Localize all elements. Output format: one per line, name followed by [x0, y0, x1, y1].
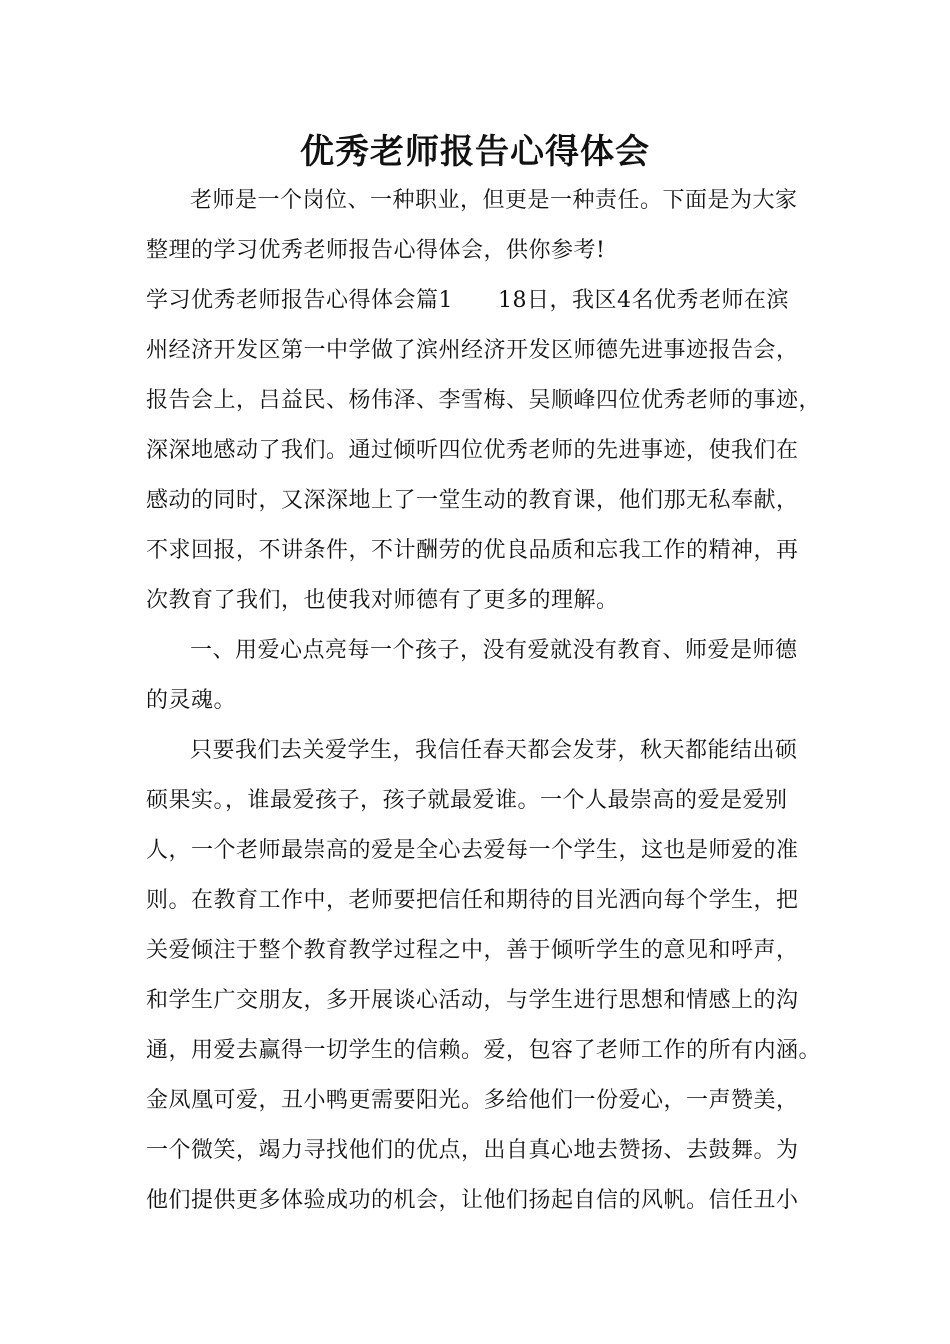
paragraph-line: 整理的学习优秀老师报告心得体会，供你参考!	[146, 238, 606, 263]
paragraph-line: 则。在教育工作中，老师要把信任和期待的目光洒向每个学生，把	[146, 888, 799, 913]
paragraph-line: 硕果实。，谁最爱孩子，孩子就最爱谁。一个人最崇高的爱是爱别	[146, 788, 788, 813]
paragraph-line: 通，用爱去赢得一切学生的信赖。爱，包容了老师工作的所有内涵。	[146, 1038, 822, 1063]
paragraph-line: 学习优秀老师报告心得体会篇1 18日，我区4名优秀老师在滨	[146, 288, 789, 313]
paragraph-line: 报告会上，吕益民、杨伟泽、李雪梅、吴顺峰四位优秀老师的事迹，	[146, 388, 822, 413]
paragraph-line: 一个微笑，竭力寻找他们的优点，出自真心地去赞扬、去鼓舞。为	[146, 1138, 799, 1163]
paragraph-line: 关爱倾注于整个教育教学过程之中，善于倾听学生的意见和呼声，	[146, 938, 799, 963]
paragraph-line: 深深地感动了我们。通过倾听四位优秀老师的先进事迹，使我们在	[146, 438, 799, 463]
paragraph-line: 人，一个老师最崇高的爱是全心去爱每一个学生，这也是师爱的准	[146, 838, 799, 863]
paragraph-line: 金凤凰可爱，丑小鸭更需要阳光。多给他们一份爱心，一声赞美，	[146, 1088, 799, 1113]
paragraph-line: 州经济开发区第一中学做了滨州经济开发区师德先进事迹报告会，	[146, 338, 799, 363]
paragraph-line: 感动的同时，又深深地上了一堂生动的教育课，他们那无私奉献，	[146, 488, 799, 513]
paragraph-line: 不求回报，不讲条件，不计酬劳的优良品质和忘我工作的精神，再	[146, 538, 799, 563]
paragraph-line: 次教育了我们，也使我对师德有了更多的理解。	[146, 588, 619, 613]
paragraph-line: 和学生广交朋友，多开展谈心活动，与学生进行思想和情感上的沟	[146, 988, 799, 1013]
paragraph-line: 只要我们去关爱学生，我信任春天都会发芽，秋天都能结出硕	[190, 738, 798, 763]
paragraph-line: 的灵魂。	[146, 688, 237, 713]
document-title: 优秀老师报告心得体会	[300, 132, 650, 172]
paragraph-line: 老师是一个岗位、一种职业，但更是一种责任。下面是为大家	[190, 188, 798, 213]
paragraph-line: 一、用爱心点亮每一个孩子，没有爱就没有教育、师爱是师德	[190, 638, 798, 663]
paragraph-line: 他们提供更多体验成功的机会，让他们扬起自信的风帆。信任丑小	[146, 1188, 799, 1213]
